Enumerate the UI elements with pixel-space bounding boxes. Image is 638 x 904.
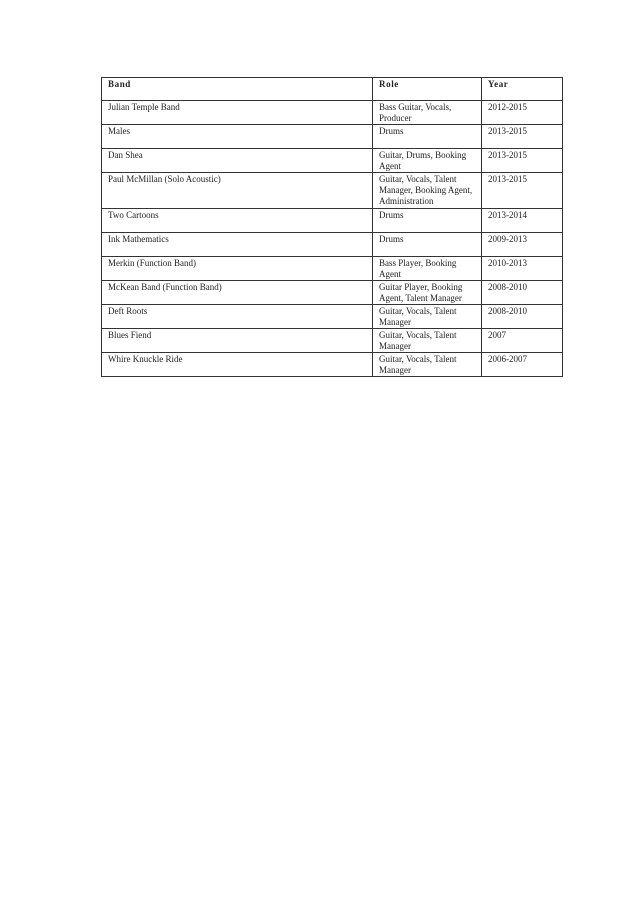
year-cell: 2012-2015 [482, 101, 563, 125]
year-cell: 2013-2015 [482, 173, 563, 209]
table-row [102, 305, 563, 329]
band-cell: Males [102, 125, 373, 149]
role-cell: Drums [373, 209, 482, 233]
role-cell: Drums [373, 233, 482, 257]
table-header-row [102, 78, 563, 101]
table-row [102, 281, 563, 305]
role-cell: Guitar, Vocals, Talent Manager [373, 305, 482, 329]
band-cell: Blues Fiend [102, 329, 373, 353]
band-history-table [101, 77, 563, 377]
year-cell: 2013-2015 [482, 125, 563, 149]
year-cell: 2008-2010 [482, 281, 563, 305]
band-cell: Paul McMillan (Solo Acoustic) [102, 173, 373, 209]
table-row [102, 257, 563, 281]
band-cell: McKean Band (Function Band) [102, 281, 373, 305]
year-cell: 2008-2010 [482, 305, 563, 329]
year-cell: 2013-2014 [482, 209, 563, 233]
table-row [102, 173, 563, 209]
band-cell: Two Cartoons [102, 209, 373, 233]
year-cell: 2010-2013 [482, 257, 563, 281]
table-row [102, 149, 563, 173]
band-cell: Ink Mathematics [102, 233, 373, 257]
table-row [102, 125, 563, 149]
header-band: Band [102, 78, 373, 101]
table-row [102, 329, 563, 353]
band-cell: Julian Temple Band [102, 101, 373, 125]
role-cell: Bass Player, Booking Agent [373, 257, 482, 281]
year-cell: 2007 [482, 329, 563, 353]
year-cell: 2013-2015 [482, 149, 563, 173]
header-year: Year [482, 78, 563, 101]
role-cell: Drums [373, 125, 482, 149]
band-cell: Merkin (Function Band) [102, 257, 373, 281]
year-cell: 2006-2007 [482, 353, 563, 377]
role-cell: Guitar, Vocals, Talent Manager, Booking Agent, Administration [373, 173, 482, 209]
role-cell: Guitar, Drums, Booking Agent [373, 149, 482, 173]
band-cell: Deft Roots [102, 305, 373, 329]
table-row [102, 209, 563, 233]
role-cell: Guitar, Vocals, Talent Manager [373, 329, 482, 353]
role-cell: Guitar, Vocals, Talent Manager [373, 353, 482, 377]
table-row [102, 101, 563, 125]
table-row [102, 233, 563, 257]
year-cell: 2009-2013 [482, 233, 563, 257]
band-cell: Whire Knuckle Ride [102, 353, 373, 377]
role-cell: Bass Guitar, Vocals, Producer [373, 101, 482, 125]
role-cell: Guitar Player, Booking Agent, Talent Manager [373, 281, 482, 305]
band-cell: Dan Shea [102, 149, 373, 173]
header-role: Role [373, 78, 482, 101]
table-row [102, 353, 563, 377]
